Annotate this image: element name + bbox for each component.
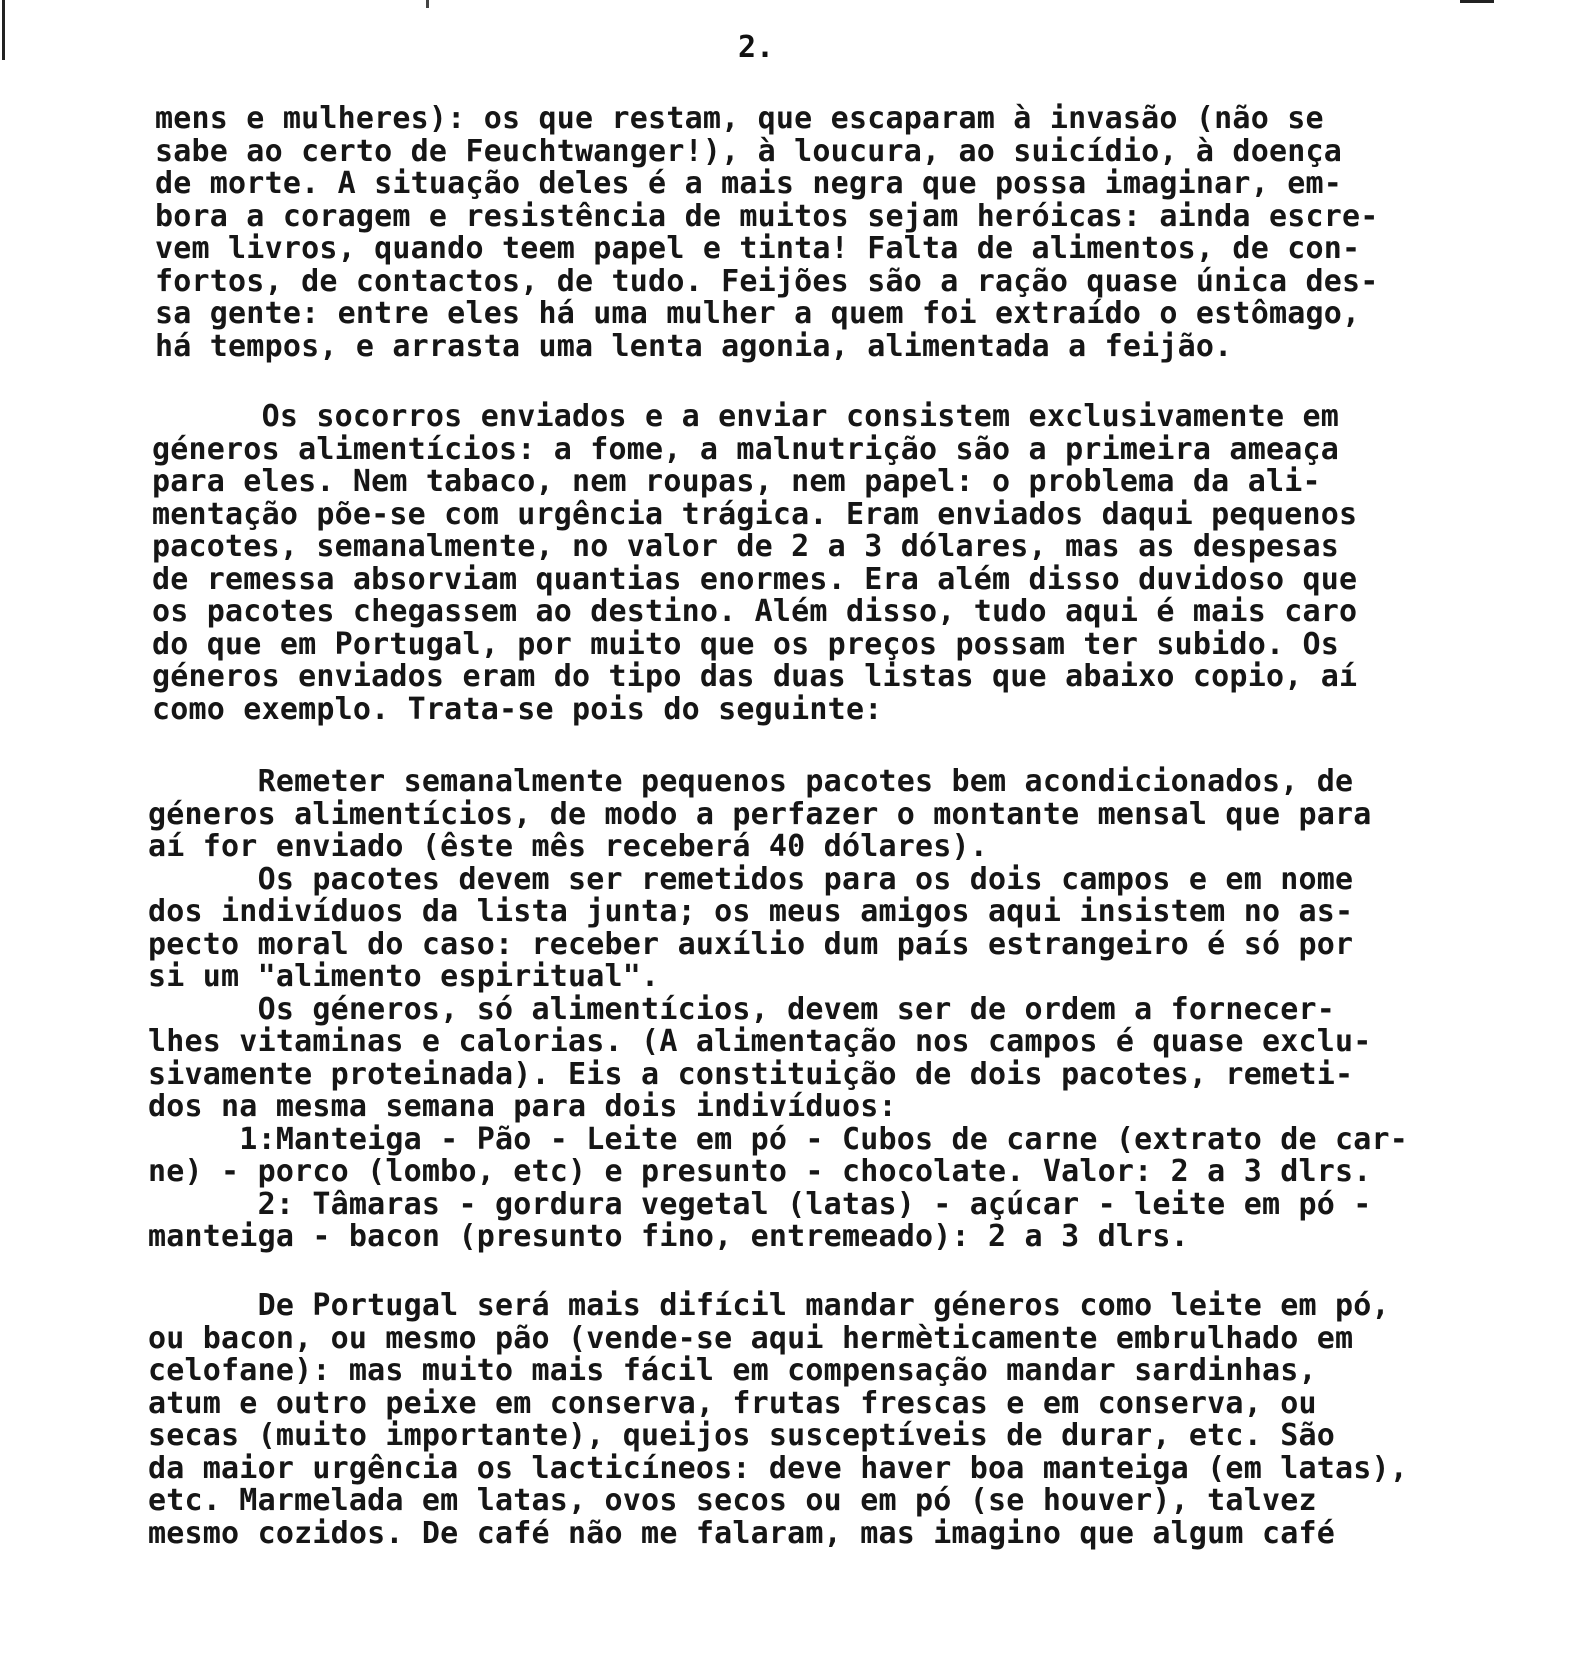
- paragraph-aid-sent: Os socorros enviados e a enviar consistem exclusivamente em géneros alimentícios: a fome, a malnutrição são a primeira ameaça para eles. Nem tabaco, nem roupas, nem papel: o problema da ali- mentação põe-se com urgência trágica. Eram enviados daqui pequenos pacotes, semanalmente, no valor de 2 a 3 dólares, mas as despesas de remessa absorviam quantias enormes. Era além disso duvidoso que os pacotes chegassem ao destino. Além disso, tudo aqui é mais caro do que em Portugal, por muito que os preços possam ter subido. Os géneros enviados eram do tipo das duas listas que abaixo copio, aí como exemplo. Trata-se pois do seguinte:: [152, 399, 1358, 727]
- scan-edge-mark: [2, 0, 5, 60]
- scan-top-tick: [426, 0, 429, 8]
- paragraph-situation: mens e mulheres): os que restam, que escaparam à invasão (não se sabe ao certo de Feuchtwanger!), à loucura, ao suicídio, à doença de morte. A situação deles é a mais negra que possa imaginar, em- bora a coragem e resistência de muitos sejam heróicas: ainda escre- vem livros, quando teem papel e tinta! Falta de alimentos, de con- fortos, de contactos, de tudo. Feijões são a ração quase única des- sa gente: entre eles há uma mulher a quem foi extraído o estômago, há tempos, e arrasta uma lenta agonia, alimentada a feijão.: [155, 101, 1379, 364]
- page-number: 2.: [738, 30, 775, 65]
- paragraph-portugal-goods: De Portugal será mais difícil mandar géneros como leite em pó, ou bacon, ou mesmo pão (vende-se aqui hermèticamente embrulhado em celofane): mas muito mais fácil em compensação mandar sardinhas, atum e outro peixe em conserva, frutas frescas e em conserva, ou secas (muito importante), queijos susceptíveis de durar, etc. São da maior urgência os lacticíneos: deve haver boa manteiga (em latas), etc. Marmelada em latas, ovos secos ou em pó (se houver), talvez mesmo cozidos. De café não me falaram, mas imagino que algum café: [148, 1288, 1409, 1551]
- paragraph-instructions: Remeter semanalmente pequenos pacotes bem acondicionados, de géneros alimentícios, de modo a perfazer o montante mensal que para aí for enviado (êste mês receberá 40 dólares). Os pacotes devem ser remetidos para os dois campos e em nome dos indivíduos da lista junta; os meus amigos aqui insistem no as- pecto moral do caso: receber auxílio dum país estrangeiro é só por si um "alimento espiritual". Os géneros, só alimentícios, devem ser de ordem a fornecer- lhes vitaminas e calorias. (A alimentação nos campos é quase exclu- sivamente proteinada). Eis a constituição de dois pacotes, remeti- dos na mesma semana para dois indivíduos: 1:Manteiga - Pão - Leite em pó - Cubos de carne (extrato de car- ne) - porco (lombo, etc) e presunto - chocolate. Valor: 2 a 3 dlrs. 2: Tâmaras - gordura vegetal (latas) - açúcar - leite em pó - manteiga - bacon (presunto fino, entremeado): 2 a 3 dlrs.: [148, 764, 1409, 1254]
- scan-corner-mark: [1460, 0, 1494, 3]
